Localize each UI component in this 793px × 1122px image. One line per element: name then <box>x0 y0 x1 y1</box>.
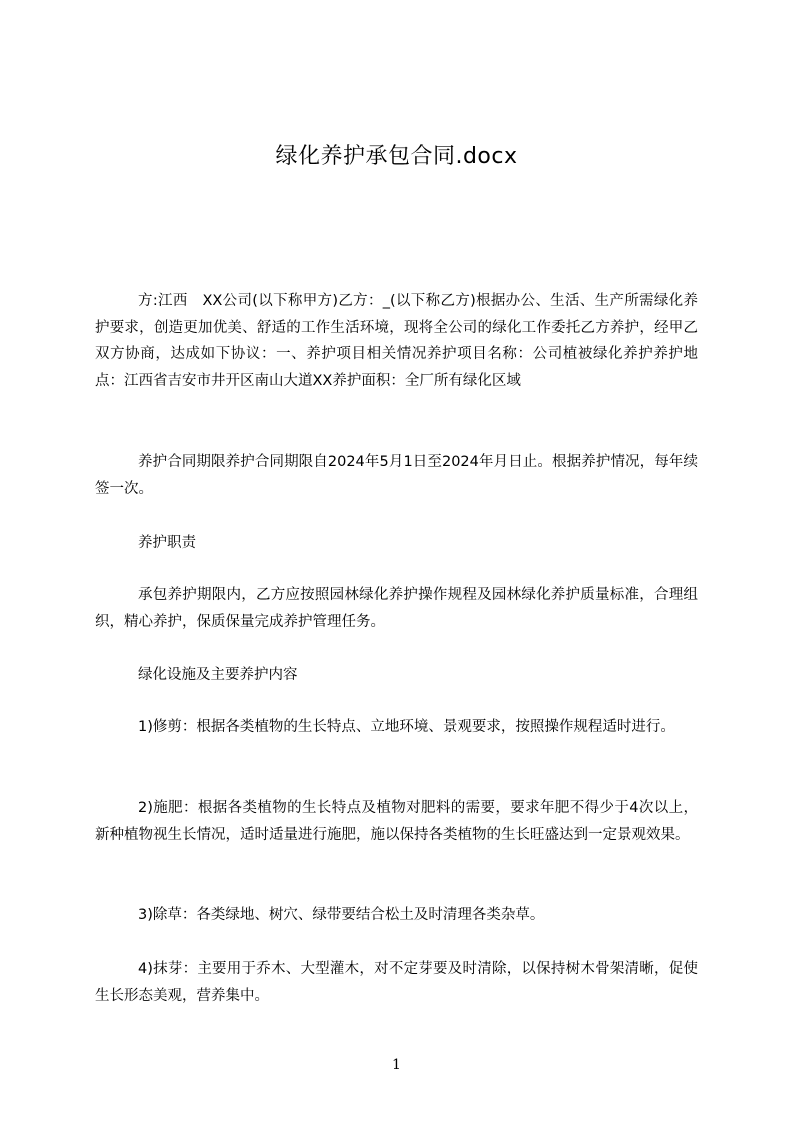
paragraph-fertilizing: 2)施肥：根据各类植物的生长特点及植物对肥料的需要，要求年肥不得少于4次以上，新种植物视生长情况，适时适量进行施肥，施以保持各类植物的生长旺盛达到一定景观效果。 <box>95 800 698 843</box>
document-title: 绿化养护承包合同.docx <box>275 144 518 169</box>
paragraph-bud-removal: 4)抹芽：主要用于乔木、大型灌木，对不定芽要及时清除，以保持树木骨架清晰，促使生长形态美观，营养集中。 <box>95 961 698 1004</box>
heading-duties: 养护职责 <box>138 535 196 551</box>
paragraph-parties: 方:江西 XX公司(以下称甲方)乙方：_(以下称乙方)根据办公、生活、生产所需绿化养护要求，创造更加优美、舒适的工作生活环境，现将全公司的绿化工作委托乙方养护，经甲乙双方协商，达成如下协议：一、养护项目相关情况养护项目名称：公司植被绿化养护养护地点：江西省吉安市井开区南山大道XX养护面积：全厂所有绿化区域 <box>95 293 698 389</box>
page-number: 1 <box>392 1057 401 1073</box>
paragraph-duties: 承包养护期限内，乙方应按照园林绿化养护操作规程及园林绿化养护质量标准，合理组织，精心养护，保质保量完成养护管理任务。 <box>95 587 698 630</box>
paragraph-term: 养护合同期限养护合同期限自2024年5月1日至2024年月日止。根据养护情况，每年续签一次。 <box>95 454 698 497</box>
paragraph-weeding: 3)除草：各类绿地、树穴、绿带要结合松土及时清理各类杂草。 <box>138 907 545 923</box>
heading-facilities: 绿化设施及主要养护内容 <box>138 667 298 683</box>
paragraph-pruning: 1)修剪：根据各类植物的生长特点、立地环境、景观要求，按照操作规程适时进行。 <box>138 719 675 735</box>
